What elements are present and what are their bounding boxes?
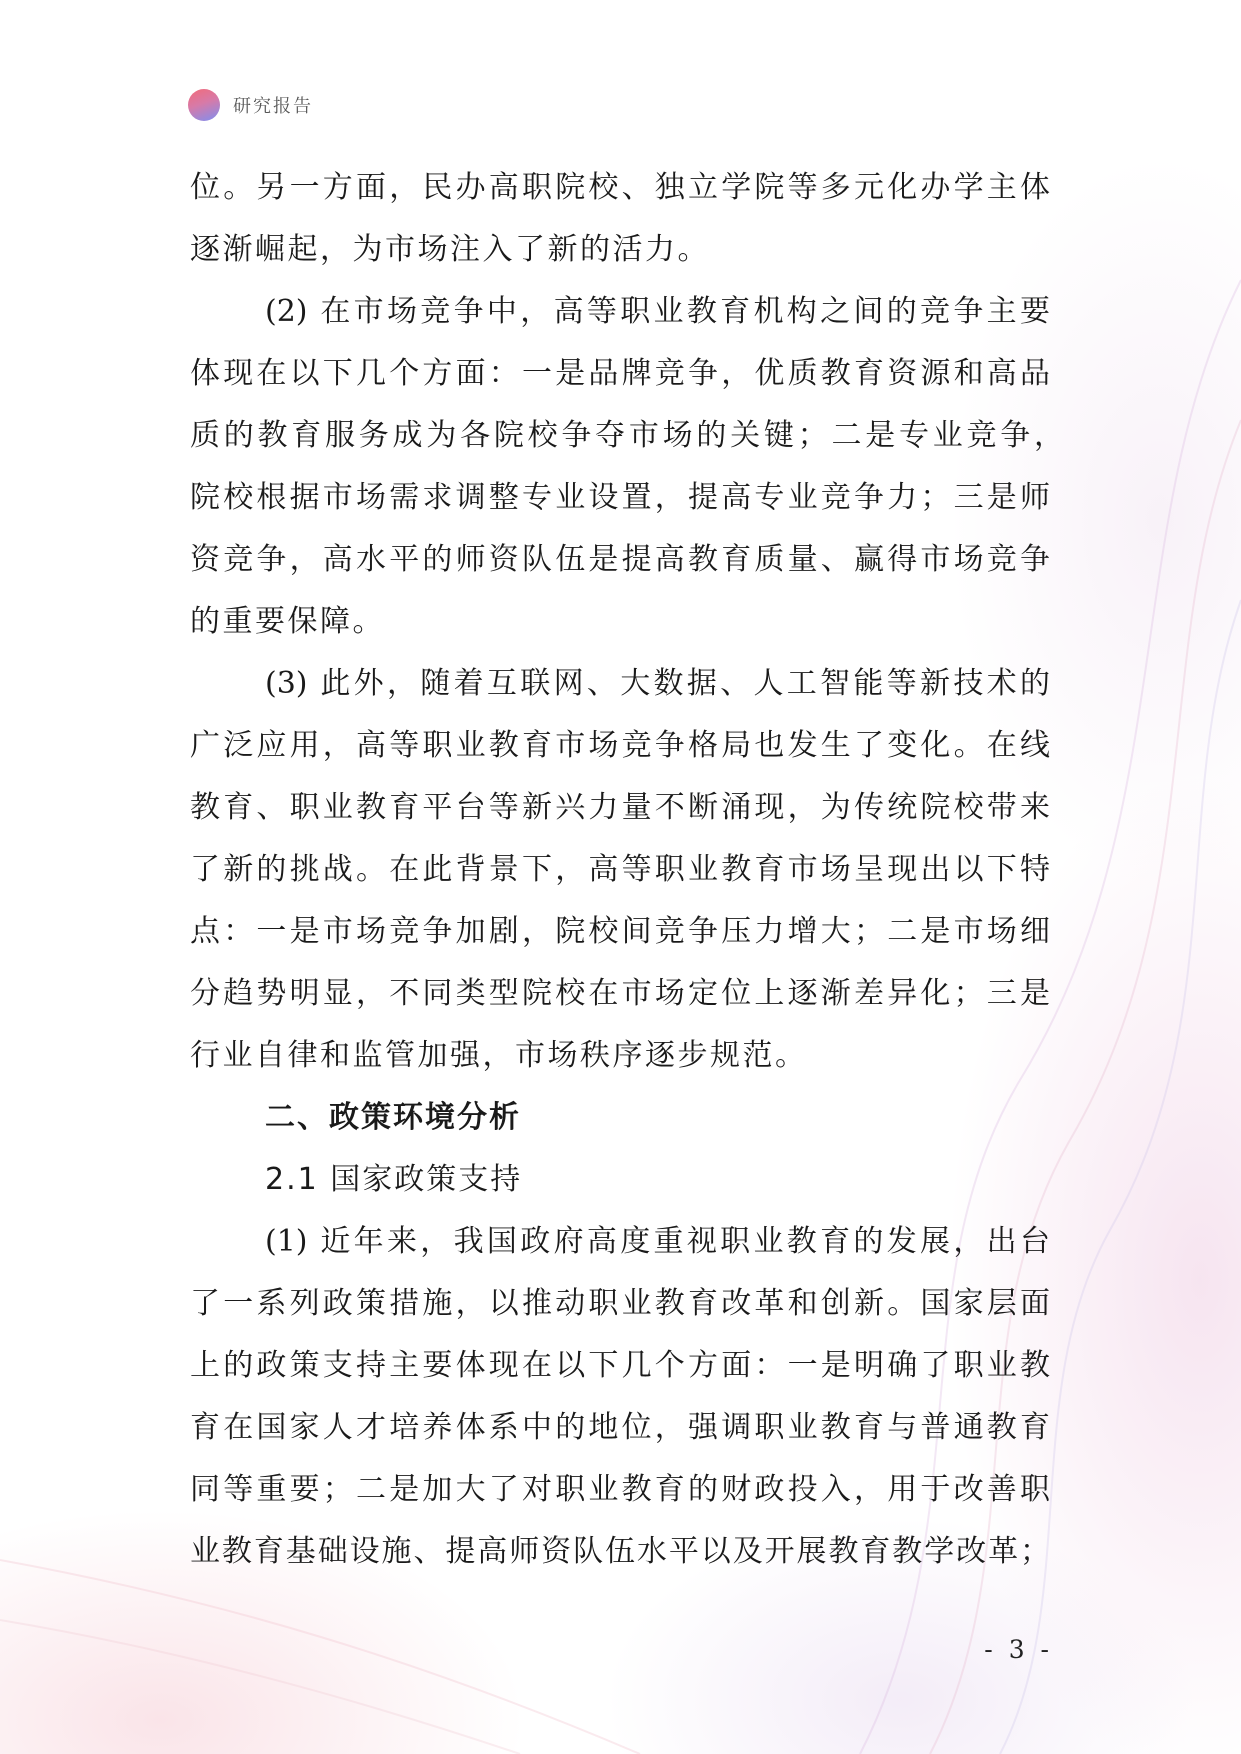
section-heading: 二、政策环境分析 xyxy=(265,1100,521,1135)
text-line: 行业自律和监管加强，市场秩序逐步规范。 xyxy=(190,1038,808,1073)
text-line: 逐渐崛起，为市场注入了新的活力。 xyxy=(190,232,710,267)
paragraph-first-line: (1) 近年来，我国政府高度重视职业教育的发展，出台 xyxy=(265,1224,1050,1259)
text-line: 育在国家人才培养体系中的地位，强调职业教育与普通教育 xyxy=(190,1410,1050,1445)
paragraph-first-line: (2) 在市场竞争中，高等职业教育机构之间的竞争主要 xyxy=(265,294,1050,329)
text-line: 点：一是市场竞争加剧，院校间竞争压力增大；二是市场细 xyxy=(190,914,1050,949)
report-header xyxy=(188,88,313,122)
header-label: 研究报告 xyxy=(233,96,313,117)
text-line: 位。另一方面，民办高职院校、独立学院等多元化办学主体 xyxy=(190,170,1050,205)
paragraph-first-line: (3) 此外，随着互联网、大数据、人工智能等新技术的 xyxy=(265,666,1050,701)
gradient-circle-logo-icon xyxy=(188,89,220,121)
page-number: - 3 - xyxy=(984,1635,1053,1664)
text-line: 业教育基础设施、提高师资队伍水平以及开展教育教学改革； xyxy=(190,1534,1050,1569)
text-line: 体现在以下几个方面：一是品牌竞争，优质教育资源和高品 xyxy=(190,356,1050,391)
text-line: 上的政策支持主要体现在以下几个方面：一是明确了职业教 xyxy=(190,1348,1050,1383)
text-line: 了一系列政策措施，以推动职业教育改革和创新。国家层面 xyxy=(190,1286,1050,1321)
text-line: 院校根据市场需求调整专业设置，提高专业竞争力；三是师 xyxy=(190,480,1050,515)
text-line: 的重要保障。 xyxy=(190,604,385,639)
text-line: 教育、职业教育平台等新兴力量不断涌现，为传统院校带来 xyxy=(190,790,1050,825)
text-line: 同等重要；二是加大了对职业教育的财政投入，用于改善职 xyxy=(190,1472,1050,1507)
text-line: 了新的挑战。在此背景下，高等职业教育市场呈现出以下特 xyxy=(190,852,1050,887)
document-body xyxy=(190,157,1064,1583)
text-line: 质的教育服务成为各院校争夺市场的关键；二是专业竞争， xyxy=(190,418,1064,453)
text-line: 分趋势明显，不同类型院校在市场定位上逐渐差异化；三是 xyxy=(190,976,1050,1011)
text-line: 广泛应用，高等职业教育市场竞争格局也发生了变化。在线 xyxy=(190,728,1050,763)
subsection-heading: 2.1 国家政策支持 xyxy=(265,1162,523,1197)
text-line: 资竞争，高水平的师资队伍是提高教育质量、赢得市场竞争 xyxy=(190,542,1050,577)
